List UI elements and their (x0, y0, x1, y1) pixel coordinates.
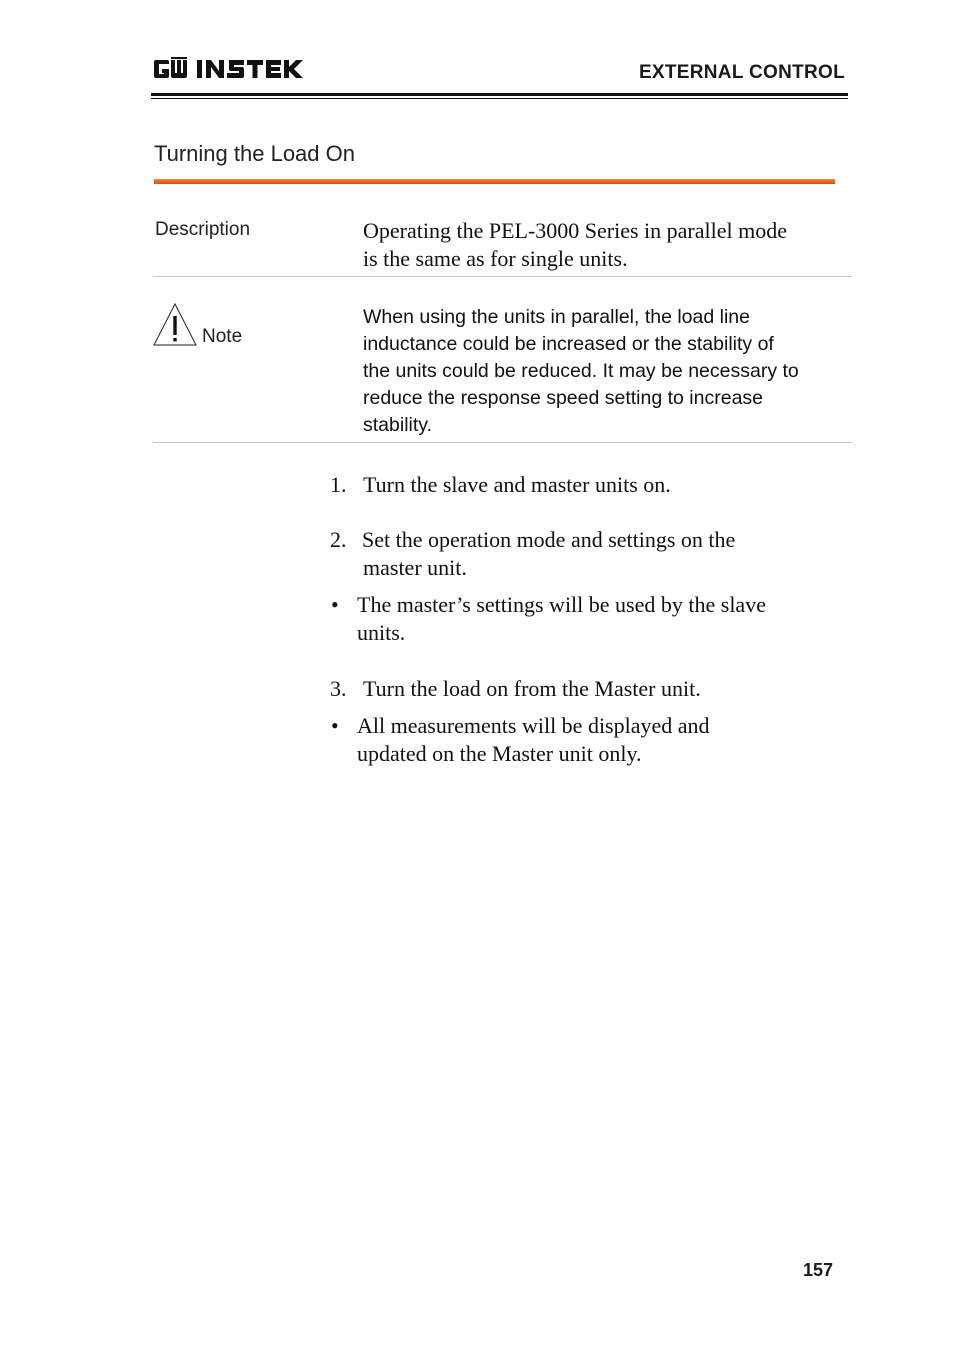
note-line: the units could be reduced. It may be necessary to (363, 360, 799, 382)
heading-underline (154, 179, 835, 184)
bullet-line: units. (357, 620, 406, 645)
gw-instek-logo (153, 56, 323, 82)
warning-triangle-icon (153, 303, 197, 346)
description-line: Operating the PEL-3000 Series in parallel mode (363, 218, 787, 243)
bullet-text (357, 712, 843, 768)
note-line: When using the units in parallel, the load line (363, 306, 750, 328)
note-text (363, 304, 843, 439)
bullet-line: The master’s settings will be used by the slave (357, 592, 766, 617)
header-rule (151, 93, 848, 96)
step-number: 3. (330, 676, 347, 701)
step-text (362, 526, 842, 582)
bullet-marker: • (331, 592, 339, 617)
step-text (363, 471, 843, 499)
step-line: Turn the load on from the Master unit. (363, 676, 701, 701)
page-heading: Turning the Load On (154, 141, 355, 166)
step-line: Turn the slave and master units on. (363, 472, 671, 497)
header-rule-thin (151, 98, 848, 99)
bullet-line: All measurements will be displayed and (357, 713, 710, 738)
bullet-marker: • (331, 713, 339, 738)
note-line: reduce the response speed setting to increase (363, 387, 764, 409)
step-number: 1. (330, 472, 347, 497)
running-header-section: EXTERNAL CONTROL (638, 62, 845, 83)
note-line: stability. (363, 414, 432, 436)
table-row-divider (153, 276, 852, 277)
description-label: Description (155, 219, 251, 240)
step-text (363, 675, 843, 703)
bullet-line: updated on the Master unit only. (357, 741, 642, 766)
step-line: Set the operation mode and settings on the (362, 527, 736, 552)
note-label: Note (202, 326, 243, 347)
note-line: inductance could be increased or the stability of (363, 333, 774, 355)
table-row-divider (153, 442, 852, 443)
description-line: is the same as for single units. (363, 246, 628, 271)
description-text (363, 217, 843, 273)
bullet-text (357, 591, 843, 647)
step-number: 2. (330, 527, 347, 552)
step-line: master unit. (363, 555, 467, 580)
page-number: 157 (803, 1260, 834, 1280)
